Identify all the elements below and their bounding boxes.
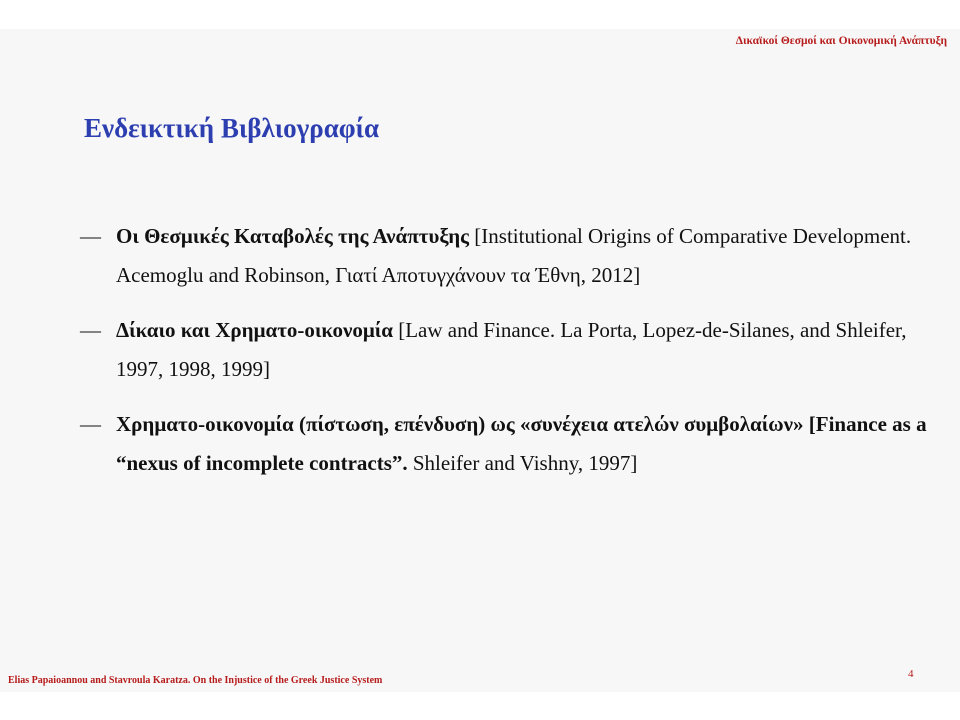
slide [0, 29, 960, 692]
dash-marker: — [80, 412, 101, 436]
footer-authors: Elias Papaioannou and Stavroula Karatza. On the Injustice of the Greek Justice System [8, 675, 383, 686]
bibliography-list [80, 217, 940, 499]
bibliography-item-title: Χρηματο-οικονομία (πίστωση, επένδυση) ως «συνέχεια ατελών συμβολαίων» [Finance as a “nexus of incomplete contracts”. [116, 412, 927, 475]
bibliography-item-reference: [Law and Finance. La Porta, Lopez-de-Silanes, and Shleifer, 1997, 1998, 1999] [116, 318, 907, 381]
page-number: 4 [908, 668, 914, 680]
bibliography-item [80, 217, 940, 295]
header-course-title: Δικαϊκοί Θεσμοί και Οικονομική Ανάπτυξη [735, 35, 947, 47]
bibliography-item-reference: Shleifer and Vishny, 1997] [407, 451, 638, 475]
bibliography-item-reference: [Institutional Origins of Comparative Development. Acemoglu and Robinson, Γιατί Αποτυγχάνουν τα Έθνη, 2012] [116, 224, 912, 287]
dash-marker: — [80, 224, 101, 248]
dash-marker: — [80, 318, 101, 342]
bibliography-item [80, 405, 940, 483]
page-title: Ενδεικτική Βιβλιογραφία [84, 113, 380, 143]
bibliography-item-title: Οι Θεσμικές Καταβολές της Ανάπτυξης [116, 224, 470, 248]
bibliography-item-title: Δίκαιο και Χρηματο-οικονομία [116, 318, 393, 342]
bibliography-item [80, 311, 940, 389]
